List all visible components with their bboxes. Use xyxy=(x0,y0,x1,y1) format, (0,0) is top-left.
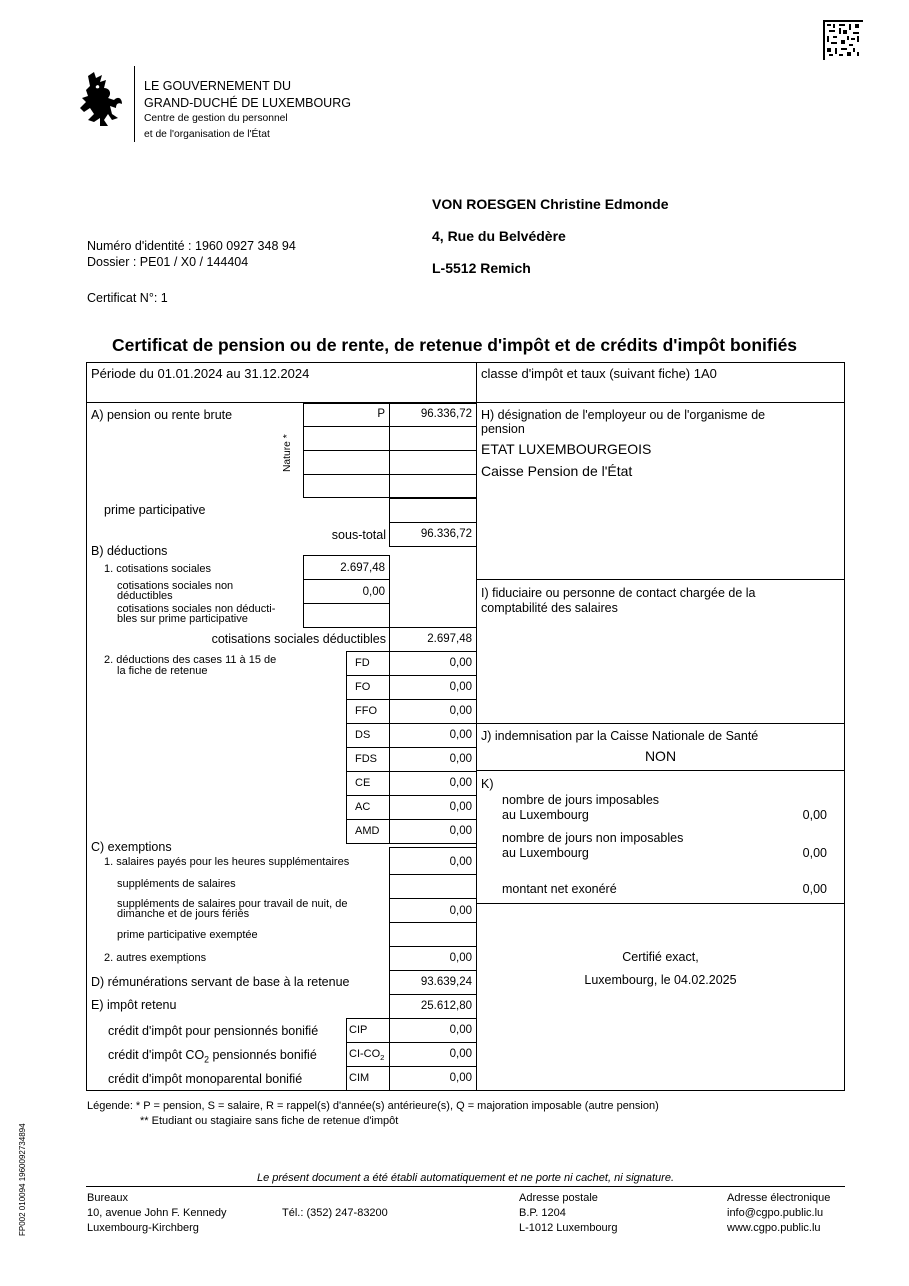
cot-row-2 xyxy=(303,603,389,604)
nature-code: P xyxy=(377,408,385,420)
cot-nd-l1: cotisations sociales non xyxy=(117,580,234,592)
h-i-divider xyxy=(476,579,845,580)
ded-value: 0,00 xyxy=(449,681,472,693)
period: Période du 01.01.2024 au 31.12.2024 xyxy=(91,366,310,381)
credit-code: CIM xyxy=(349,1072,370,1084)
jours-nonimp-l2: au Luxembourg xyxy=(502,846,589,860)
section-k-label: K) xyxy=(481,777,494,791)
credit-label: crédit d'impôt monoparental bonifié xyxy=(108,1072,303,1086)
qr-code xyxy=(823,20,863,60)
section-a-label: A) pension ou rente brute xyxy=(91,408,233,422)
ded-code: FDS xyxy=(355,753,377,765)
credit-value: 0,00 xyxy=(449,1048,472,1060)
dossier: Dossier : PE01 / X0 / 144404 xyxy=(87,255,249,269)
credit-label: crédit d'impôt $CO_2$ pensionnés bonifié xyxy=(108,1048,317,1065)
jours-nonimp-value: 0,00 xyxy=(802,846,827,860)
supp-night-l2: dimanche et de jours fériés xyxy=(117,908,250,920)
bureaux-title: Bureaux xyxy=(87,1192,128,1204)
cot-nd-value: 0,00 xyxy=(362,586,385,598)
ded-value: 0,00 xyxy=(449,705,472,717)
header-divider xyxy=(134,66,135,142)
section-e-label: E) impôt retenu xyxy=(91,998,177,1012)
certificat-number: Certificat N°: 1 xyxy=(87,291,168,305)
montant-value: 0,00 xyxy=(802,882,827,896)
ded-code: FO xyxy=(355,681,371,693)
nature-row-2 xyxy=(303,450,476,451)
elec-l2[interactable]: www.cgpo.public.lu xyxy=(727,1222,821,1234)
supp-label: suppléments de salaires xyxy=(117,878,236,890)
nature-row-3 xyxy=(303,474,476,475)
autres-value: 0,00 xyxy=(449,952,472,964)
cert-line2: Luxembourg, le 04.02.2025 xyxy=(584,973,737,987)
k-cert-divider xyxy=(476,903,845,904)
credit-label: crédit d'impôt pour pensionnés bonifié xyxy=(108,1024,319,1038)
legend-line1: Légende: * P = pension, S = salaire, R = rappel(s) d'année(s) antérieure(s), Q = majoration imposable (autre pension) xyxy=(87,1100,659,1112)
gov-line1: LE GOUVERNEMENT DU xyxy=(144,79,292,93)
credit-value: 0,00 xyxy=(449,1072,472,1084)
ex-row-2 xyxy=(389,898,476,899)
lion-logo-icon xyxy=(78,70,126,130)
ded-value: 0,00 xyxy=(449,729,472,741)
cot-row-1 xyxy=(303,579,389,580)
notice: Le présent document a été établi automatiquement et ne porte ni cachet, ni signature. xyxy=(256,1172,675,1184)
j-k-divider xyxy=(476,770,845,771)
jours-nonimp-l1: nombre de jours non imposables xyxy=(502,831,684,845)
ded-code: CE xyxy=(355,777,371,789)
section-b-label: B) déductions xyxy=(91,544,168,558)
jours-imp-value: 0,00 xyxy=(802,808,827,822)
ded-value: 0,00 xyxy=(449,801,472,813)
cot-ndp-l1: cotisations sociales non déducti- xyxy=(117,603,276,615)
subtotal-value: 96.336,72 xyxy=(420,528,472,540)
ded-value: 0,00 xyxy=(449,825,472,837)
hs-value: 0,00 xyxy=(449,856,472,868)
numero-identite: Numéro d'identité : 1960 0927 348 94 xyxy=(87,239,296,253)
postal-title: Adresse postale xyxy=(519,1192,598,1204)
elec-title: Adresse électronique xyxy=(727,1192,831,1204)
recipient-name: VON ROESGEN Christine Edmonde xyxy=(432,196,669,212)
section-c-label: C) exemptions xyxy=(91,840,172,854)
prime-participative: prime participative xyxy=(104,503,206,517)
page-title: Certificat de pension ou de rente, de retenue d'impôt et de crédits d'impôt bonifiés xyxy=(111,335,798,355)
ded-l1: 2. déductions des cases 11 à 15 de xyxy=(104,654,277,666)
elec-l1[interactable]: info@cgpo.public.lu xyxy=(727,1207,824,1219)
ded-code: DS xyxy=(355,729,371,741)
subtotal-label: sous-total xyxy=(331,528,386,542)
cert-line1: Certifié exact, xyxy=(622,950,699,964)
postal-l1: B.P. 1204 xyxy=(519,1207,566,1219)
ded-code: FD xyxy=(355,657,370,669)
credit-code: CIP xyxy=(349,1024,368,1036)
i-j-divider xyxy=(476,723,845,724)
cotisations-value: 2.697,48 xyxy=(340,562,385,574)
supp-night-l1: suppléments de salaires pour travail de nuit, de xyxy=(117,898,348,910)
section-d-label: D) rémunérations servant de base à la retenue xyxy=(91,975,350,989)
ded-code: FFO xyxy=(355,705,377,717)
legend-line2: ** Etudiant ou stagiaire sans fiche de retenue d'impôt xyxy=(140,1115,399,1127)
recipient-city: L-5512 Remich xyxy=(432,260,531,276)
prime-box xyxy=(389,498,477,523)
bureaux-l2: Luxembourg-Kirchberg xyxy=(87,1222,199,1234)
section-j-label: J) indemnisation par la Caisse Nationale de Santé xyxy=(481,729,759,743)
section-j-value: NON xyxy=(644,748,677,764)
nature-row-1 xyxy=(303,426,476,427)
ded-value: 0,00 xyxy=(449,777,472,789)
gov-line2: GRAND-DUCHÉ DE LUXEMBOURG xyxy=(144,96,351,110)
employer-name: ETAT LUXEMBOURGEOIS xyxy=(481,441,652,457)
ex-row-1 xyxy=(389,874,476,875)
montant-label: montant net exonéré xyxy=(502,882,617,896)
ded-value: 0,00 xyxy=(449,657,472,669)
cot-nd-l2: déductibles xyxy=(117,590,173,602)
nature-value: 96.336,72 xyxy=(420,408,472,420)
telephone: Tél.: (352) 247-83200 xyxy=(282,1207,388,1219)
ded-code: AC xyxy=(355,801,371,813)
supp-night-value: 0,00 xyxy=(449,905,472,917)
bureaux-l1: 10, avenue John F. Kennedy xyxy=(87,1207,227,1219)
credit-value: 0,00 xyxy=(449,1024,472,1036)
dept-line2: et de l'organisation de l'État xyxy=(144,129,270,140)
hs-label: 1. salaires payés pour les heures supplémentaires xyxy=(104,856,350,868)
side-code: FP002 010094 196009273489​4 xyxy=(18,1123,27,1236)
nature-label: Nature * xyxy=(282,434,293,472)
ded-l2: la fiche de retenue xyxy=(117,665,208,677)
cot-ded-value: 2.697,48 xyxy=(427,633,472,645)
credit-code: $CI-CO_2$ xyxy=(349,1048,385,1063)
cotisations-label: 1. cotisations sociales xyxy=(104,563,211,575)
postal-l2: L-1012 Luxembourg xyxy=(519,1222,618,1234)
section-d-value: 93.639,24 xyxy=(420,976,472,988)
ex-row-3 xyxy=(389,922,476,923)
ded-code: AMD xyxy=(355,825,380,837)
employer-sub: Caisse Pension de l'État xyxy=(481,463,633,479)
cot-ded-label: cotisations sociales déductibles xyxy=(211,632,386,646)
autres-label: 2. autres exemptions xyxy=(104,952,207,964)
ded-value: 0,00 xyxy=(449,753,472,765)
section-e-value: 25.612,80 xyxy=(420,1000,472,1012)
cot-ndp-l2: bles sur prime participative xyxy=(117,613,248,625)
dept-line1: Centre de gestion du personnel xyxy=(144,113,288,124)
tax-class: classe d'impôt et taux (suivant fiche) 1A0 xyxy=(481,366,717,381)
section-i-l2: comptabilité des salaires xyxy=(481,601,618,615)
recipient-street: 4, Rue du Belvédère xyxy=(432,228,566,244)
footer-rule xyxy=(86,1186,845,1187)
jours-imp-l1: nombre de jours imposables xyxy=(502,793,660,807)
section-h-l1: H) désignation de l'employeur ou de l'organisme de xyxy=(481,408,766,422)
prime-ex-label: prime participative exemptée xyxy=(117,929,258,941)
section-h-l2: pension xyxy=(481,422,525,436)
jours-imp-l2: au Luxembourg xyxy=(502,808,589,822)
ex-row-4 xyxy=(389,946,476,947)
section-i-l1: I) fiduciaire ou personne de contact chargée de la xyxy=(481,586,756,600)
